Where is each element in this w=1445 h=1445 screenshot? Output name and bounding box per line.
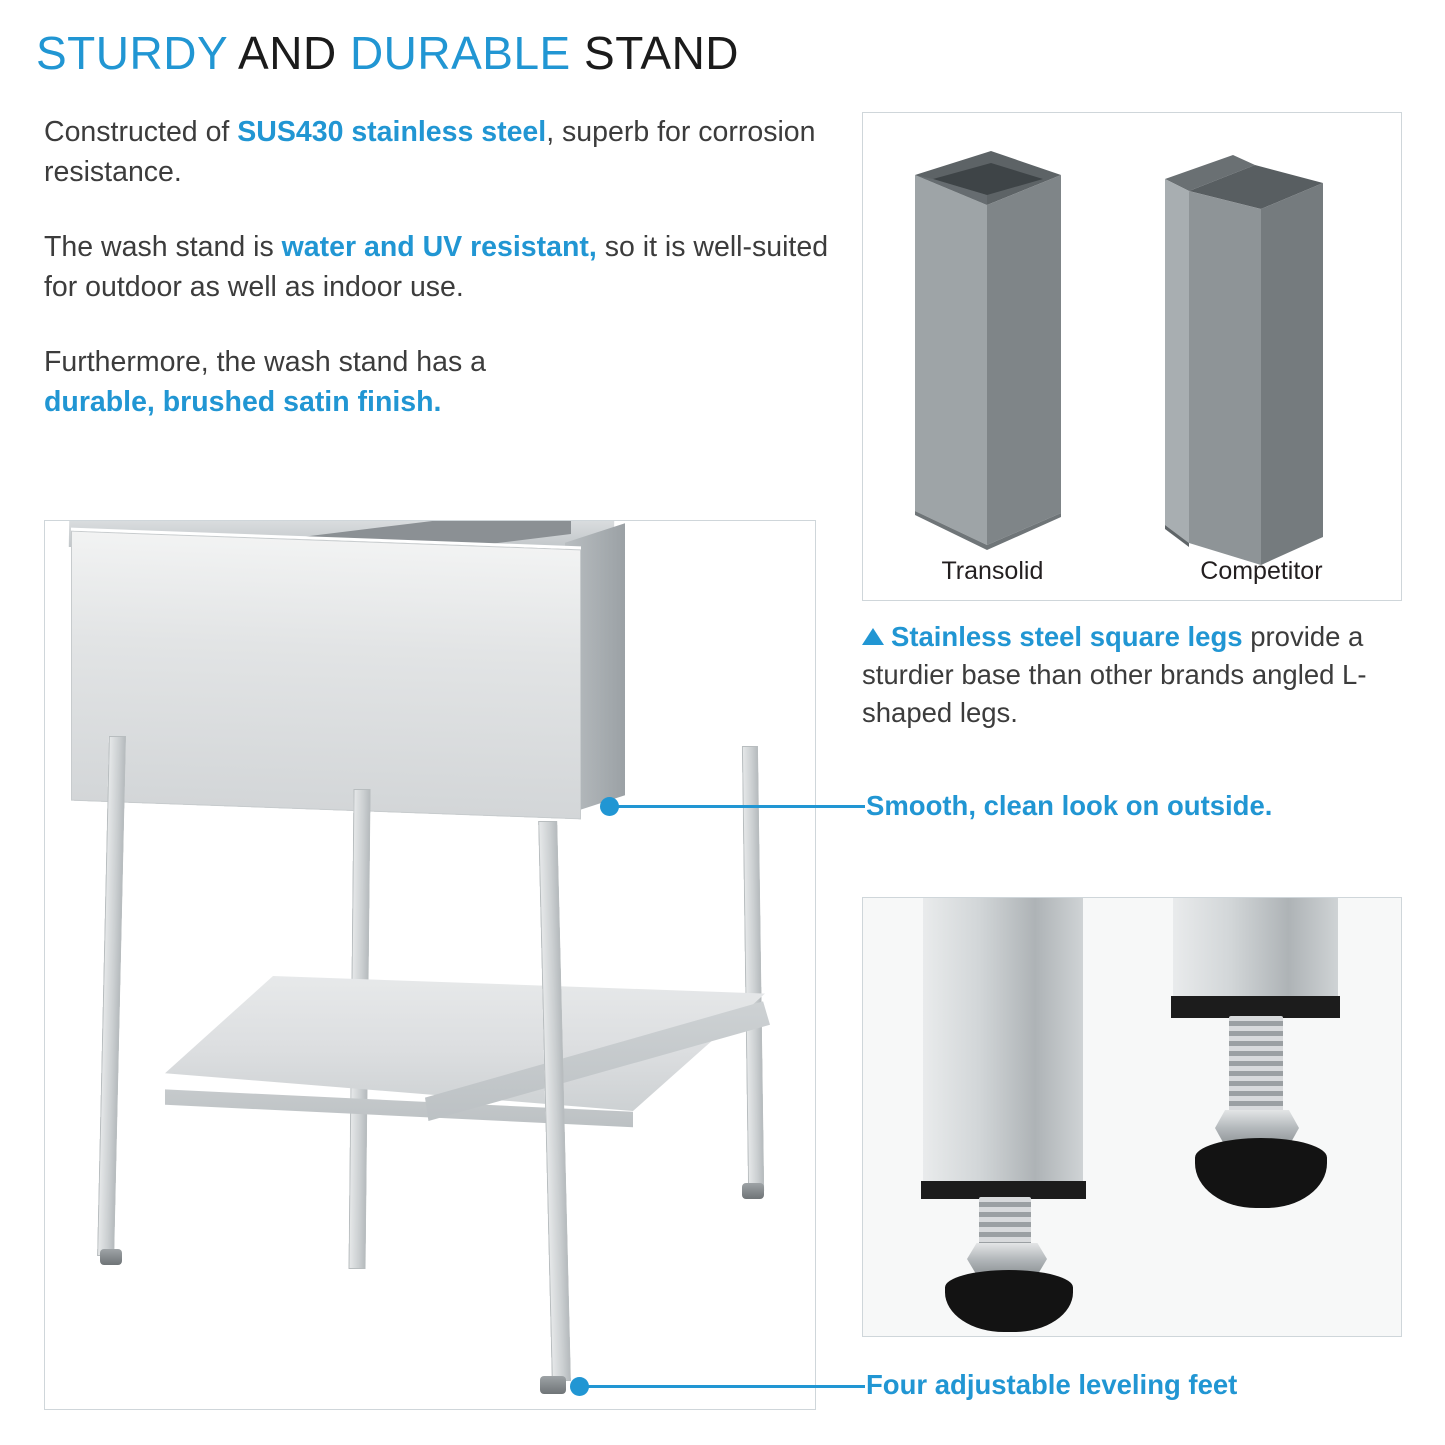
wash-stand-illustration xyxy=(45,521,815,1409)
copy-p2-highlight: water and UV resistant, xyxy=(281,230,597,263)
callout-smooth-look: Smooth, clean look on outside. xyxy=(866,790,1273,821)
callout-square-legs-body: provide a sturdier base than other brands angled L-shaped legs. xyxy=(862,621,1367,728)
callout-square-legs-lead: Stainless steel square legs xyxy=(891,621,1243,652)
description-copy xyxy=(44,112,834,457)
page-title xyxy=(36,26,739,80)
triangle-up-icon xyxy=(862,628,884,645)
leg-post-right xyxy=(1173,898,1338,998)
leveling-feet-illustration xyxy=(863,898,1401,1336)
caption-transolid: Transolid xyxy=(941,557,1044,585)
leg-front-left xyxy=(97,736,126,1256)
title-word-durable: DURABLE xyxy=(349,27,571,79)
copy-p1-part-b: , superb for corrosion resistance. xyxy=(44,116,816,189)
leg-base-pad-right xyxy=(1171,996,1340,1018)
leveling-screw-right xyxy=(1229,1016,1283,1116)
copy-p2-part-b: so it is well-suited for outdoor as well as indoor use. xyxy=(44,230,829,304)
callout-square-legs xyxy=(862,618,1402,732)
leg-comparison-panel xyxy=(862,112,1402,601)
leg-comparison-captions xyxy=(863,557,1401,586)
copy-paragraph-3 xyxy=(44,342,834,423)
leveling-foot-right xyxy=(742,1183,764,1199)
callout-leveling-feet: Four adjustable leveling feet xyxy=(866,1369,1238,1400)
rubber-foot-left xyxy=(945,1270,1073,1332)
copy-p1-highlight: SUS430 stainless steel xyxy=(237,116,547,148)
callout-line-feet xyxy=(585,1385,865,1388)
title-word-and: AND xyxy=(238,27,337,79)
callout-line-smooth xyxy=(615,805,865,808)
copy-p3-highlight: durable, brushed satin finish. xyxy=(44,386,442,419)
copy-p2-part-a: The wash stand is xyxy=(44,230,282,263)
copy-paragraph-2 xyxy=(44,227,834,308)
copy-p1-part-a: Constructed of xyxy=(44,116,238,148)
caption-competitor: Competitor xyxy=(1200,557,1323,585)
leveling-foot-front xyxy=(540,1376,566,1394)
leveling-screw-left xyxy=(979,1197,1031,1249)
leg-back-right xyxy=(742,746,764,1191)
copy-p3-part-a: Furthermore, the wash stand has a xyxy=(44,345,486,378)
title-word-stand: STAND xyxy=(584,27,740,79)
cabinet-front-panel xyxy=(71,528,581,820)
leveling-feet-photo xyxy=(862,897,1402,1337)
leg-comparison-diagram xyxy=(863,113,1401,600)
leveling-foot-left xyxy=(100,1249,122,1265)
copy-paragraph-1 xyxy=(44,112,834,193)
leg-post-left xyxy=(923,898,1083,1183)
title-word-sturdy: STURDY xyxy=(36,27,228,79)
wash-stand-photo xyxy=(44,520,816,1410)
rubber-foot-right xyxy=(1195,1138,1327,1208)
